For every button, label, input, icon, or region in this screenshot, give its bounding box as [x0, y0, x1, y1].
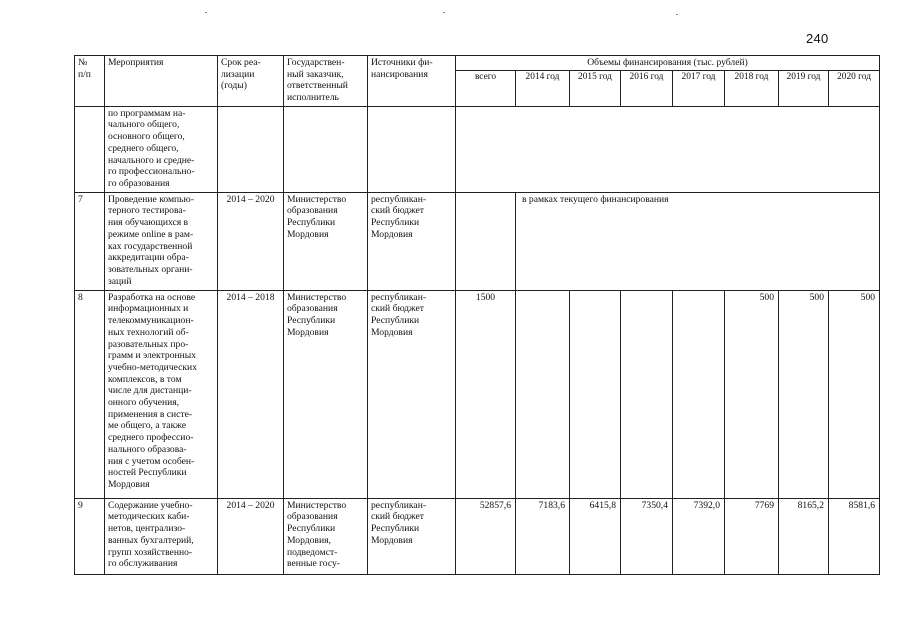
header-year-2018: 2018 год [725, 70, 779, 106]
row-value-2017: 7392,0 [673, 498, 725, 574]
row-period [218, 106, 284, 192]
header-year-2014: 2014 год [516, 70, 570, 106]
header-year-2015: 2015 год [570, 70, 621, 106]
row-value-total: 1500 [456, 290, 516, 498]
row-customer: Министерство образования Республики Мордовия [284, 290, 368, 498]
row-funding-note: в рамках текущего финансирования [516, 192, 880, 290]
row-values-empty [456, 106, 880, 192]
header-period: Срок реа- лизации (годы) [218, 56, 284, 107]
header-year-2019: 2019 год [779, 70, 829, 106]
row-value-2018: 7769 [725, 498, 779, 574]
header-year-2016: 2016 год [621, 70, 673, 106]
row-value-total: 52857,6 [456, 498, 516, 574]
header-row [75, 56, 880, 71]
header-year-2017: 2017 год [673, 70, 725, 106]
scan-speck [443, 12, 445, 13]
header-sources: Источники фи- нансирования [368, 56, 456, 107]
row-customer [284, 106, 368, 192]
row-customer: Министерство образования Республики Мордовия, подведомст- венные госу- [284, 498, 368, 574]
table-row [75, 106, 880, 192]
header-measures: Мероприятия [105, 56, 218, 107]
row-value-2017 [673, 290, 725, 498]
row-measure: Содержание учебно- методических каби- нетов, централизо- ванных бухгалтерий, групп хозяйственно- го обслуживания [105, 498, 218, 574]
row-value-2019: 8165,2 [779, 498, 829, 574]
scan-speck [205, 12, 207, 13]
row-value-2016 [621, 290, 673, 498]
table-row [75, 498, 880, 574]
row-source: республикан- ский бюджет Республики Мордовия [368, 498, 456, 574]
row-value-2020: 8581,6 [829, 498, 880, 574]
row-num: 9 [75, 498, 105, 574]
row-value-2020: 500 [829, 290, 880, 498]
row-value-2014: 7183,6 [516, 498, 570, 574]
row-source: республикан- ский бюджет Республики Мордовия [368, 290, 456, 498]
row-period: 2014 – 2018 [218, 290, 284, 498]
row-measure: по программам на- чального общего, основного общего, среднего общего, начального и средне- го профессионально- го образования [105, 106, 218, 192]
table-row [75, 192, 880, 290]
row-value-2014 [516, 290, 570, 498]
row-value-2015 [570, 290, 621, 498]
row-value-2016: 7350,4 [621, 498, 673, 574]
row-value-2015: 6415,8 [570, 498, 621, 574]
row-num [75, 106, 105, 192]
funding-table [74, 55, 880, 575]
header-customer: Государствен- ный заказчик, ответственный исполнитель [284, 56, 368, 107]
row-period: 2014 – 2020 [218, 192, 284, 290]
header-year-2020: 2020 год [829, 70, 880, 106]
row-measure: Разработка на основе информационных и телекоммуникацион- ных технологий об- разовательных про- грамм и электронных учебно-методических комплексов, в том числе для дистанци- онного обучения, применения в систе- ме общего, а также среднего профессио- нального образова- ния с учетом особен- ностей Республики Мордовия [105, 290, 218, 498]
row-value-2018: 500 [725, 290, 779, 498]
row-num: 8 [75, 290, 105, 498]
header-year-total: всего [456, 70, 516, 106]
header-num: № п/п [75, 56, 105, 107]
row-source [368, 106, 456, 192]
page-number: 240 [806, 31, 829, 46]
row-num: 7 [75, 192, 105, 290]
row-period: 2014 – 2020 [218, 498, 284, 574]
table-row [75, 290, 880, 498]
scan-speck [676, 14, 678, 15]
row-measure: Проведение компью- терного тестирова- ния обучающихся в режиме online в рам- ках государственной аккредитации обра- зовательных органи- заций [105, 192, 218, 290]
row-customer: Министерство образования Республики Мордовия [284, 192, 368, 290]
row-source: республикан- ский бюджет Республики Мордовия [368, 192, 456, 290]
header-funding-title: Объемы финансирования (тыс. рублей) [456, 56, 880, 71]
row-value-total [456, 192, 516, 290]
row-value-2019: 500 [779, 290, 829, 498]
